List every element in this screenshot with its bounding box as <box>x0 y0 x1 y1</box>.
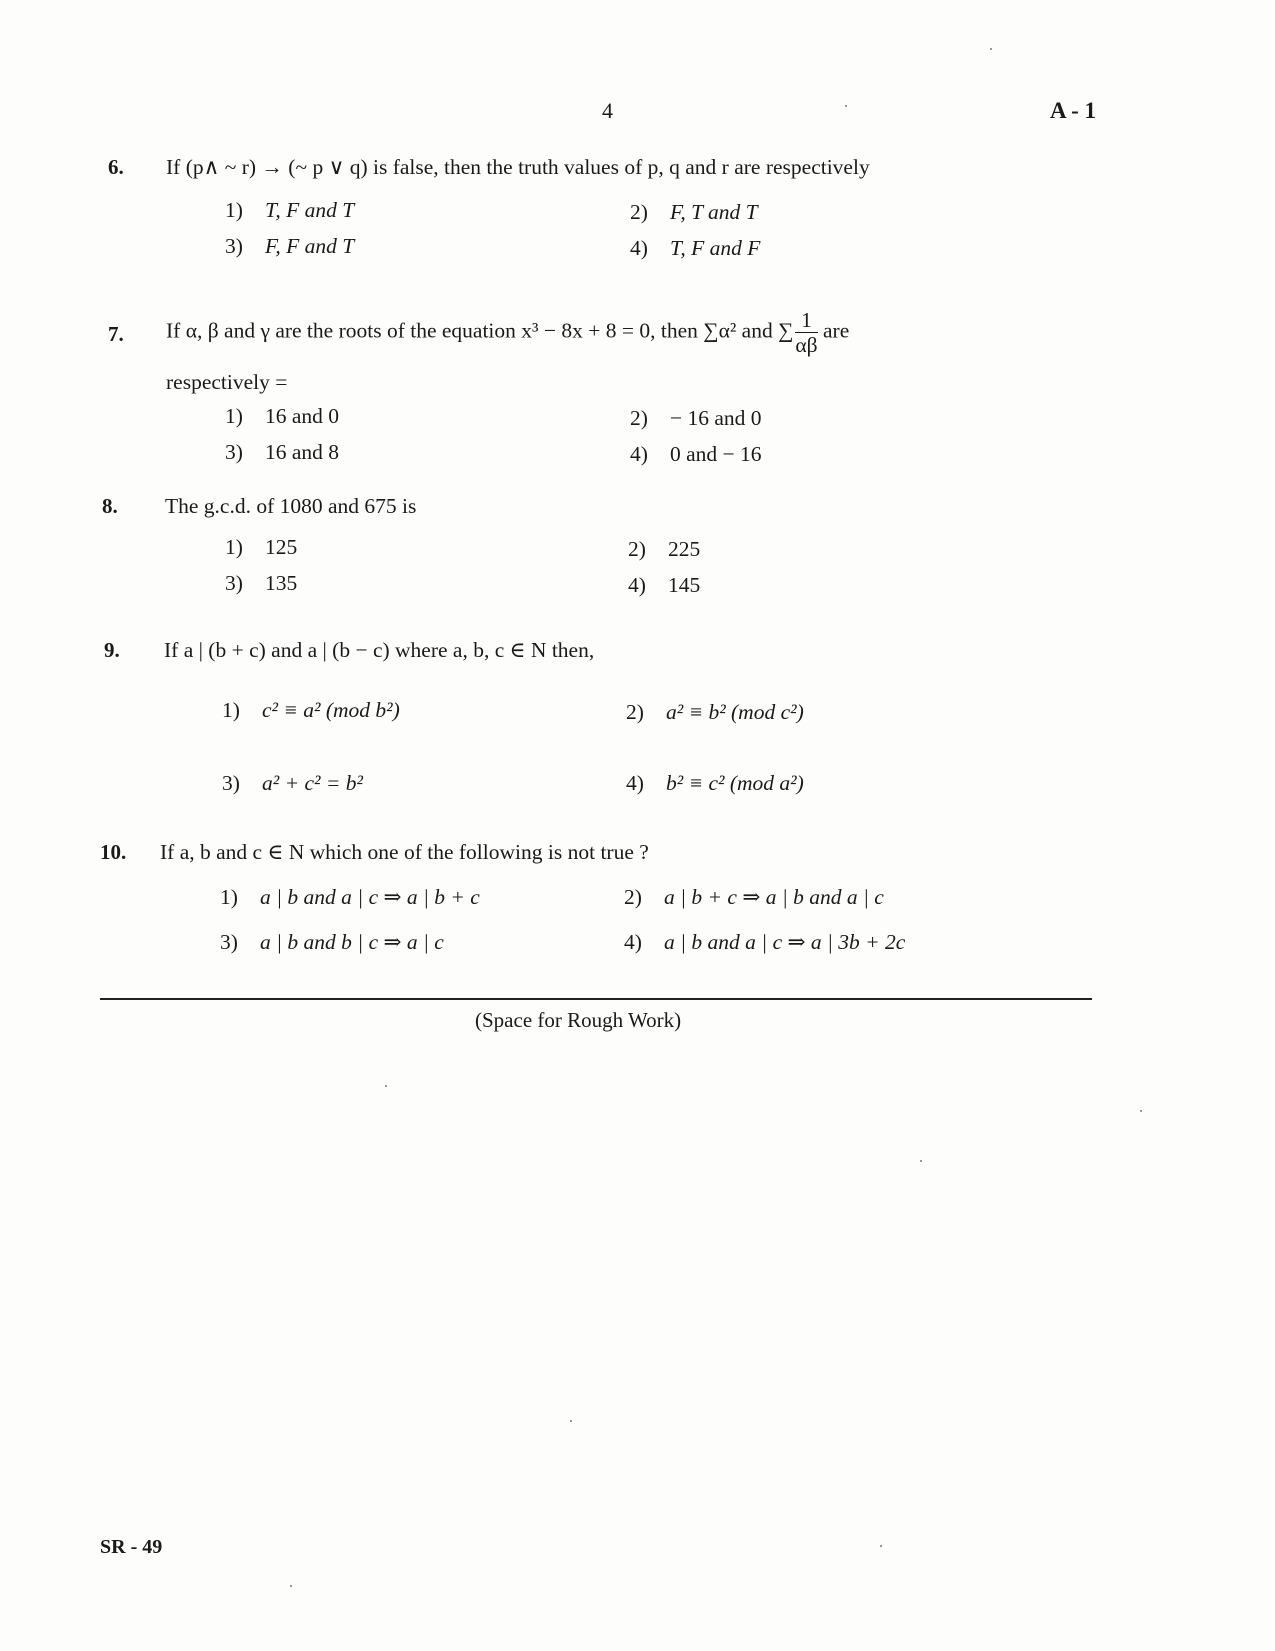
option <box>222 771 363 796</box>
option-text: b² ≡ c² (mod a²) <box>666 771 804 795</box>
option-number: 2) <box>626 700 644 724</box>
option-number: 2) <box>630 406 648 430</box>
option <box>225 440 339 465</box>
option-number: 4) <box>630 236 648 260</box>
option-text: − 16 and 0 <box>670 406 762 430</box>
question-text-part2: are <box>823 318 850 343</box>
option <box>220 885 480 910</box>
option-text: 16 and 8 <box>265 440 340 464</box>
option <box>225 234 354 259</box>
option <box>225 535 297 560</box>
scan-speck <box>385 1085 387 1087</box>
option-number: 3) <box>225 440 243 464</box>
question-number: 9. <box>104 638 120 662</box>
page-number: 4 <box>602 98 613 123</box>
fraction-numerator: 1 <box>795 308 817 333</box>
option-text: 16 and 0 <box>265 404 340 428</box>
option-number: 3) <box>222 771 240 795</box>
option-text: 225 <box>668 537 701 561</box>
question-number: 10. <box>100 840 127 864</box>
option <box>225 571 297 596</box>
option-number: 4) <box>630 442 648 466</box>
scan-speck <box>920 1160 922 1162</box>
option <box>624 885 884 910</box>
option-text: a | b and a | c ⇒ a | 3b + 2c <box>664 930 906 954</box>
question-text: If a, b and c ∈ N which one of the following is not true ? <box>160 840 649 864</box>
option <box>225 404 339 429</box>
option-text: 0 and − 16 <box>670 442 762 466</box>
option-text: a | b and b | c ⇒ a | c <box>260 930 444 954</box>
scan-speck <box>570 1420 572 1422</box>
question-text <box>166 308 849 357</box>
option-text: a² + c² = b² <box>262 771 363 795</box>
option <box>626 700 804 725</box>
question-text: If (p∧ ~ r) → (~ p ∨ q) is false, then the truth values of p, q and r are respectively <box>166 155 870 179</box>
option-text: T, F and T <box>265 198 355 222</box>
divider <box>100 998 1092 1000</box>
option <box>628 573 700 598</box>
option-number: 2) <box>624 885 642 909</box>
option-text: F, T and T <box>670 200 758 224</box>
option-number: 1) <box>222 698 240 722</box>
fraction <box>795 308 817 357</box>
option-text: a | b + c ⇒ a | b and a | c <box>664 885 884 909</box>
option-text: 135 <box>265 571 298 595</box>
option <box>630 236 760 261</box>
scan-speck <box>880 1545 882 1547</box>
option <box>628 537 700 562</box>
scan-speck <box>845 105 847 107</box>
rough-work-label: (Space for Rough Work) <box>475 1008 682 1032</box>
option-number: 4) <box>624 930 642 954</box>
option-number: 1) <box>225 535 243 559</box>
option-number: 3) <box>225 234 243 258</box>
option <box>220 930 444 955</box>
option-number: 2) <box>628 537 646 561</box>
question-number: 8. <box>102 494 118 518</box>
option <box>630 200 758 225</box>
option <box>630 442 762 467</box>
option-number: 1) <box>220 885 238 909</box>
option-text: c² ≡ a² (mod b²) <box>262 698 400 722</box>
option <box>630 406 762 431</box>
footer-code: SR - 49 <box>100 1536 163 1558</box>
option <box>222 698 400 723</box>
option <box>624 930 905 955</box>
question-number: 6. <box>108 155 124 179</box>
option-number: 4) <box>626 771 644 795</box>
option-number: 2) <box>630 200 648 224</box>
question-number: 7. <box>108 322 124 346</box>
question-text-line2: respectively = <box>166 370 288 394</box>
option-text: 145 <box>668 573 701 597</box>
question-text-part1: If α, β and γ are the roots of the equation x³ − 8x + 8 = 0, then ∑α² and ∑ <box>166 318 794 343</box>
option-number: 3) <box>225 571 243 595</box>
option-number: 1) <box>225 198 243 222</box>
scan-speck <box>990 48 992 50</box>
option-text: a² ≡ b² (mod c²) <box>666 700 804 724</box>
option-number: 1) <box>225 404 243 428</box>
fraction-denominator: αβ <box>795 333 818 357</box>
question-text: The g.c.d. of 1080 and 675 is <box>165 494 417 518</box>
option <box>225 198 354 223</box>
question-text: If a | (b + c) and a | (b − c) where a, b, c ∈ N then, <box>164 638 595 662</box>
scan-speck <box>290 1585 292 1587</box>
scan-speck <box>1140 1110 1142 1112</box>
option-text: 125 <box>265 535 298 559</box>
option-text: F, F and T <box>265 234 355 258</box>
option <box>626 771 804 796</box>
paper-code: A - 1 <box>1050 98 1096 123</box>
option-text: a | b and a | c ⇒ a | b + c <box>260 885 480 909</box>
option-text: T, F and F <box>670 236 761 260</box>
option-number: 4) <box>628 573 646 597</box>
option-number: 3) <box>220 930 238 954</box>
